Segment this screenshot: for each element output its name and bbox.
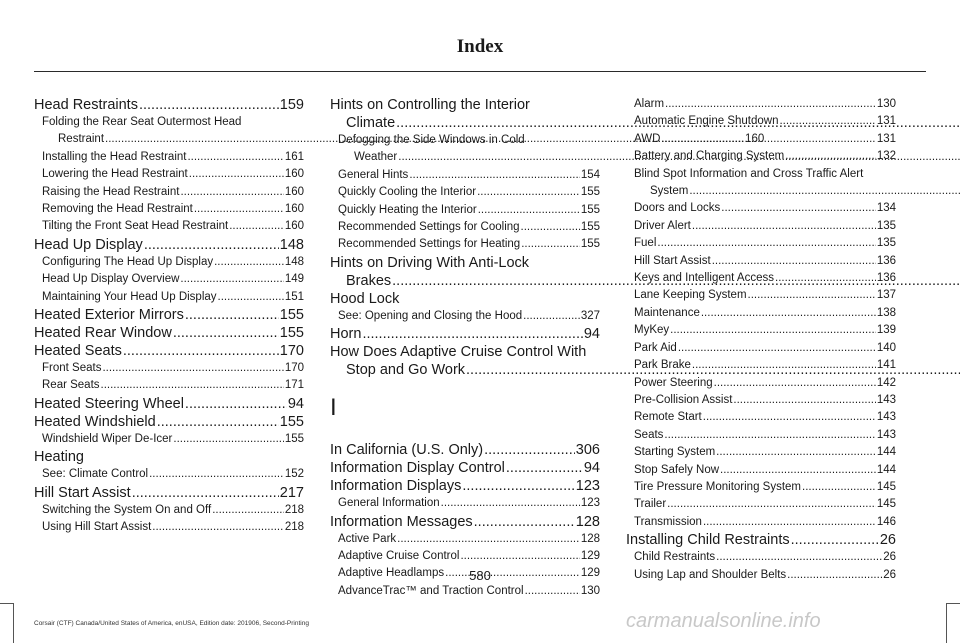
index-subentry[interactable] xyxy=(626,409,896,426)
entry-text: Heated Exterior Mirrors xyxy=(34,307,184,324)
entry-text: Configuring The Head Up Display xyxy=(42,255,214,268)
entry-text: See: Opening and Closing the Hood xyxy=(338,309,523,322)
index-subentry[interactable] xyxy=(330,495,600,512)
entry-text: Information Display Control xyxy=(330,460,505,477)
page-ref: 130 xyxy=(580,584,600,597)
index-subentry[interactable] xyxy=(626,96,896,113)
dot-leader xyxy=(791,531,879,549)
page-ref: 145 xyxy=(876,498,896,511)
page-ref: 135 xyxy=(876,237,896,250)
entry-text: Remote Start xyxy=(634,411,702,424)
dot-leader xyxy=(409,167,580,184)
entry-text: Battery and Charging System xyxy=(634,150,785,163)
page-ref: 160 xyxy=(745,133,765,146)
dot-leader xyxy=(689,185,960,197)
index-subentry[interactable] xyxy=(626,148,896,165)
page-ref: 160 xyxy=(284,185,304,198)
page-ref: 218 xyxy=(284,521,304,534)
index-subentry[interactable] xyxy=(626,375,896,392)
entry-text: General Information xyxy=(338,497,440,510)
entry-text: Seats xyxy=(634,428,664,441)
entry-text: Climate xyxy=(346,115,396,131)
entry-text: System xyxy=(650,185,689,198)
page-ref: 161 xyxy=(284,150,304,163)
dot-leader xyxy=(521,236,580,253)
dot-leader xyxy=(525,583,580,600)
dot-leader xyxy=(670,322,876,339)
page-ref: 160 xyxy=(284,220,304,233)
dot-leader xyxy=(194,201,284,218)
entry-text: Active Park xyxy=(338,532,397,545)
page-ref: 160 xyxy=(284,168,304,181)
page-ref: 26 xyxy=(883,551,896,564)
index-subentry[interactable] xyxy=(626,444,896,461)
index-subentry[interactable] xyxy=(626,270,896,287)
entry-text: Fuel xyxy=(634,237,657,250)
index-entry[interactable] xyxy=(34,395,304,413)
page-ref: 128 xyxy=(580,532,600,545)
entry-text: Adaptive Headlamps xyxy=(338,567,445,580)
dot-leader xyxy=(716,549,882,566)
dot-leader xyxy=(214,254,284,271)
page-ref: 170 xyxy=(279,343,304,360)
page-ref: 138 xyxy=(876,306,896,319)
entry-text: AdvanceTrac™ and Traction Control xyxy=(338,584,524,597)
page-ref: 306 xyxy=(575,442,600,459)
section-letter: I xyxy=(330,394,337,422)
entry-text: Lowering the Head Restraint xyxy=(42,168,188,181)
index-entry[interactable] xyxy=(34,484,304,502)
crop-mark-right-vertical xyxy=(946,603,947,643)
page-ref: 143 xyxy=(876,411,896,424)
page-ref: 135 xyxy=(876,219,896,232)
page-ref: 146 xyxy=(876,515,896,528)
page-ref: 155 xyxy=(580,203,600,216)
dot-leader xyxy=(478,202,580,219)
index-subentry[interactable] xyxy=(626,113,896,130)
index-entry[interactable] xyxy=(330,459,600,477)
entry-text: Heated Steering Wheel xyxy=(34,395,184,412)
entry-text: Information Messages xyxy=(330,513,473,530)
index-entry[interactable] xyxy=(330,325,600,343)
entry-text: Lane Keeping System xyxy=(634,289,747,302)
dot-leader xyxy=(733,392,875,409)
watermark: carmanualsonline.info xyxy=(626,610,821,632)
index-subentry[interactable] xyxy=(330,548,600,565)
dot-leader xyxy=(212,502,284,519)
entry-text: Quickly Heating the Interior xyxy=(338,203,477,216)
dot-leader xyxy=(657,235,875,252)
entry-text: Defogging the Side Windows in Cold xyxy=(338,134,525,146)
entry-text: Hill Start Assist xyxy=(634,254,711,267)
index-entry[interactable] xyxy=(626,531,896,549)
entry-text: Stop and Go Work xyxy=(346,362,466,379)
entry-text: AWD xyxy=(634,132,661,145)
entry-text: Head Up Display xyxy=(34,236,143,253)
page-ref: 154 xyxy=(580,168,600,181)
index-entry[interactable] xyxy=(34,413,304,431)
entry-text: Keys and Intelligent Access xyxy=(634,272,774,285)
dot-leader xyxy=(180,271,283,288)
dot-leader xyxy=(229,218,284,235)
index-subentry[interactable] xyxy=(34,218,304,235)
index-subentry[interactable] xyxy=(626,305,896,322)
page-ref: 155 xyxy=(279,413,304,430)
dot-leader xyxy=(775,270,876,287)
index-subentry[interactable] xyxy=(34,502,304,519)
index-subentry[interactable] xyxy=(626,514,896,531)
dot-leader xyxy=(144,236,279,254)
index-entry[interactable] xyxy=(34,324,304,342)
dot-leader xyxy=(692,357,876,374)
page-ref: 217 xyxy=(279,484,304,501)
page-ref: 149 xyxy=(284,273,304,286)
entry-text: Brakes xyxy=(346,272,392,289)
page-ref: 152 xyxy=(284,468,304,481)
dot-leader xyxy=(720,462,876,479)
dot-leader xyxy=(802,479,876,496)
index-entry[interactable] xyxy=(34,342,304,360)
page-ref: 94 xyxy=(583,460,600,477)
index-subentry[interactable] xyxy=(330,202,600,219)
page-ref: 155 xyxy=(580,221,600,234)
entry-text: Alarm xyxy=(634,98,665,110)
page-ref: 159 xyxy=(279,97,304,113)
index-entry[interactable] xyxy=(330,290,600,308)
index-subentry[interactable] xyxy=(330,531,600,548)
page-ref: 143 xyxy=(876,393,896,406)
entry-text: Power Steering xyxy=(634,376,713,389)
entry-text: Raising the Head Restraint xyxy=(42,185,180,198)
entry-text: Hints on Controlling the Interior xyxy=(330,97,530,113)
index-subentry[interactable] xyxy=(626,479,896,496)
index-subentry[interactable] xyxy=(34,289,304,306)
entry-text: Removing the Head Restraint xyxy=(42,203,193,216)
dot-leader xyxy=(667,496,876,513)
dot-leader xyxy=(123,342,279,360)
dot-leader xyxy=(185,395,287,413)
index-subentry[interactable] xyxy=(626,340,896,357)
entry-text: Doors and Locks xyxy=(634,202,721,215)
dot-leader xyxy=(678,340,876,357)
entry-text: Heated Windshield xyxy=(34,413,156,430)
page-ref: 142 xyxy=(876,376,896,389)
index-subentry[interactable] xyxy=(626,218,896,235)
page-ref: 134 xyxy=(876,202,896,215)
dot-leader xyxy=(397,531,580,548)
index-subentry[interactable] xyxy=(626,462,896,479)
index-subentry[interactable] xyxy=(626,166,896,201)
entry-text: Park Aid xyxy=(634,341,677,354)
entry-text: In California (U.S. Only) xyxy=(330,442,484,459)
dot-leader xyxy=(101,377,284,394)
dot-leader xyxy=(187,149,283,166)
entry-text: Head Restraints xyxy=(34,97,138,113)
dot-leader xyxy=(484,441,575,459)
entry-text: Starting System xyxy=(634,446,716,459)
entry-text: Using Hill Start Assist xyxy=(42,521,152,534)
entry-text: Rear Seats xyxy=(42,379,100,392)
entry-text: Trailer xyxy=(634,498,667,511)
page-ref: 148 xyxy=(284,255,304,268)
entry-text: Using Lap and Shoulder Belts xyxy=(634,568,787,581)
entry-text: Weather xyxy=(354,151,398,164)
dot-leader xyxy=(173,431,283,448)
entry-text: Information Displays xyxy=(330,478,462,495)
page-ref: 155 xyxy=(279,307,304,324)
entry-text: Restraint xyxy=(58,133,105,146)
page-ref: 132 xyxy=(876,150,896,163)
entry-text: Switching the System On and Off xyxy=(42,503,212,516)
index-subentry[interactable] xyxy=(34,431,304,448)
page-ref: 140 xyxy=(876,341,896,354)
index-subentry[interactable] xyxy=(34,201,304,218)
dot-leader xyxy=(665,96,876,113)
entry-text: Quickly Cooling the Interior xyxy=(338,186,477,199)
index-entry[interactable] xyxy=(34,306,304,324)
entry-text: Heating xyxy=(34,449,84,466)
page-ref: 155 xyxy=(580,238,600,251)
page-ref: 128 xyxy=(575,513,600,530)
entry-text: Automatic Engine Shutdown xyxy=(634,115,779,128)
page-ref: 155 xyxy=(279,325,304,342)
crop-mark-left xyxy=(0,603,14,604)
index-entry[interactable] xyxy=(330,441,600,459)
dot-leader xyxy=(748,287,876,304)
page-ref: 155 xyxy=(580,186,600,199)
dot-leader xyxy=(664,427,875,444)
index-subentry[interactable] xyxy=(34,360,304,377)
page-ref: 123 xyxy=(580,497,600,510)
dot-leader xyxy=(157,413,279,431)
index-subentry[interactable] xyxy=(330,167,600,184)
index-entry[interactable] xyxy=(34,96,304,114)
entry-text: Recommended Settings for Heating xyxy=(338,238,521,251)
crop-mark-left-vertical xyxy=(13,603,14,643)
entry-text: Hill Start Assist xyxy=(34,484,131,501)
page-ref: 130 xyxy=(876,98,896,110)
entry-text: See: Climate Control xyxy=(42,468,149,481)
page-title: Index xyxy=(456,36,504,57)
page-ref: 94 xyxy=(287,395,304,412)
index-subentry[interactable] xyxy=(34,271,304,288)
index-subentry[interactable] xyxy=(34,519,304,536)
page-ref: 123 xyxy=(575,478,600,495)
index-entry[interactable] xyxy=(330,477,600,495)
entry-text: Horn xyxy=(330,326,362,343)
dot-leader xyxy=(362,325,582,343)
entry-text: Windshield Wiper De-Icer xyxy=(42,432,173,445)
dot-leader xyxy=(701,305,876,322)
index-subentry[interactable] xyxy=(626,357,896,374)
crop-mark-right xyxy=(946,603,960,604)
page-ref: 160 xyxy=(284,203,304,216)
index-entry[interactable] xyxy=(330,513,600,531)
index-subentry[interactable] xyxy=(330,219,600,236)
entry-text: MyKey xyxy=(634,324,670,337)
dot-leader xyxy=(714,375,876,392)
page-ref: 145 xyxy=(876,480,896,493)
index-subentry[interactable] xyxy=(330,583,600,600)
page-ref: 26 xyxy=(879,532,896,549)
entry-text: Heated Seats xyxy=(34,343,122,360)
entry-text: Pre-Collision Assist xyxy=(634,393,733,406)
index-subentry[interactable] xyxy=(626,235,896,252)
index-subentry[interactable] xyxy=(330,184,600,201)
page-ref: 155 xyxy=(284,432,304,445)
entry-text: Front Seats xyxy=(42,362,102,375)
dot-leader xyxy=(441,495,580,512)
page-ref: 129 xyxy=(580,567,600,580)
entry-text: Child Restraints xyxy=(634,551,716,564)
dot-leader xyxy=(102,360,283,377)
index-entry[interactable] xyxy=(330,343,600,379)
index-subentry[interactable] xyxy=(34,166,304,183)
entry-text: How Does Adaptive Cruise Control With xyxy=(330,344,587,361)
index-column-3 xyxy=(626,96,896,584)
index-entry[interactable] xyxy=(34,448,304,466)
index-subentry[interactable] xyxy=(34,149,304,166)
page-ref: 148 xyxy=(279,236,304,253)
index-subentry[interactable] xyxy=(626,200,896,217)
page-ref: 218 xyxy=(284,503,304,516)
entry-text: Installing the Head Restraint xyxy=(42,150,187,163)
page-ref: 171 xyxy=(284,379,304,392)
entry-text: Maintenance xyxy=(634,306,700,319)
index-entry[interactable] xyxy=(34,236,304,254)
index-subentry[interactable] xyxy=(626,322,896,339)
page-ref: 129 xyxy=(580,550,600,563)
index-subentry[interactable] xyxy=(34,466,304,483)
dot-leader xyxy=(703,409,876,426)
index-subentry[interactable] xyxy=(34,184,304,201)
dot-leader xyxy=(180,184,283,201)
index-entry[interactable] xyxy=(330,96,600,132)
dot-leader xyxy=(460,548,579,565)
page-number: 580 xyxy=(469,568,491,583)
index-subentry[interactable] xyxy=(626,131,896,148)
dot-leader xyxy=(474,513,575,531)
page-ref: 94 xyxy=(583,326,600,343)
page-ref: 136 xyxy=(876,272,896,285)
entry-text: Recommended Settings for Cooling xyxy=(338,221,520,234)
index-entry[interactable] xyxy=(330,254,600,290)
entry-text: Driver Alert xyxy=(634,219,691,232)
dot-leader xyxy=(523,308,580,325)
page-ref: 144 xyxy=(876,446,896,459)
dot-leader xyxy=(173,324,279,342)
dot-leader xyxy=(661,131,875,148)
page-ref: 170 xyxy=(284,362,304,375)
index-subentry[interactable] xyxy=(34,377,304,394)
index-subentry[interactable] xyxy=(626,392,896,409)
entry-text: Tilting the Front Seat Head Restraint xyxy=(42,220,229,233)
entry-text: Head Up Display Overview xyxy=(42,273,180,286)
index-subentry[interactable] xyxy=(34,254,304,271)
dot-leader xyxy=(716,444,876,461)
entry-text: Adaptive Cruise Control xyxy=(338,550,460,563)
entry-text: Transmission xyxy=(634,515,702,528)
index-subentry[interactable] xyxy=(626,287,896,304)
entry-text: Installing Child Restraints xyxy=(626,532,790,549)
entry-text: General Hints xyxy=(338,168,409,181)
page-ref: 131 xyxy=(876,115,896,128)
entry-text: Hood Lock xyxy=(330,290,400,307)
title-divider xyxy=(34,71,926,72)
page-ref: 141 xyxy=(876,359,896,372)
entry-text: Blind Spot Information and Cross Traffic Alert xyxy=(634,167,864,180)
page-ref: 327 xyxy=(580,309,600,322)
entry-text: Maintaining Your Head Up Display xyxy=(42,290,217,303)
page-ref: 143 xyxy=(876,428,896,441)
dot-leader xyxy=(506,459,583,477)
entry-text: Park Brake xyxy=(634,359,691,372)
entry-text: Heated Rear Window xyxy=(34,325,172,342)
entry-text: Hints on Driving With Anti-Lock xyxy=(330,254,530,271)
dot-leader xyxy=(712,253,876,270)
page-ref: 139 xyxy=(876,324,896,337)
dot-leader xyxy=(477,184,580,201)
dot-leader xyxy=(218,289,284,306)
index-subentry[interactable] xyxy=(626,496,896,513)
dot-leader xyxy=(521,219,580,236)
index-subentry[interactable] xyxy=(626,549,896,566)
dot-leader xyxy=(189,166,284,183)
page-ref: 137 xyxy=(876,289,896,302)
page-ref: 131 xyxy=(876,132,896,145)
index-subentry[interactable] xyxy=(626,427,896,444)
edition-footer: Corsair (CTF) Canada/United States of America, enUSA, Edition date: 201906, Second-Printing xyxy=(34,620,309,627)
index-subentry[interactable] xyxy=(330,236,600,253)
index-subentry[interactable] xyxy=(330,132,600,167)
entry-text: Tire Pressure Monitoring System xyxy=(634,480,802,493)
dot-leader xyxy=(721,200,876,217)
dot-leader xyxy=(152,519,284,536)
dot-leader xyxy=(462,477,574,495)
entry-text: Stop Safely Now xyxy=(634,463,720,476)
index-column-2 xyxy=(330,96,600,600)
dot-leader xyxy=(185,306,279,324)
page-ref: 136 xyxy=(876,254,896,267)
dot-leader xyxy=(785,148,876,165)
dot-leader xyxy=(779,113,875,130)
dot-leader xyxy=(703,514,876,531)
page-ref: 144 xyxy=(876,463,896,476)
page-ref: 26 xyxy=(883,568,896,581)
dot-leader xyxy=(139,96,279,114)
index-subentry[interactable] xyxy=(330,308,600,325)
dot-leader xyxy=(149,466,284,483)
dot-leader xyxy=(692,218,876,235)
dot-leader xyxy=(132,484,279,502)
page-ref: 151 xyxy=(284,290,304,303)
index-subentry[interactable] xyxy=(626,253,896,270)
entry-text: Folding the Rear Seat Outermost Head xyxy=(42,116,242,128)
